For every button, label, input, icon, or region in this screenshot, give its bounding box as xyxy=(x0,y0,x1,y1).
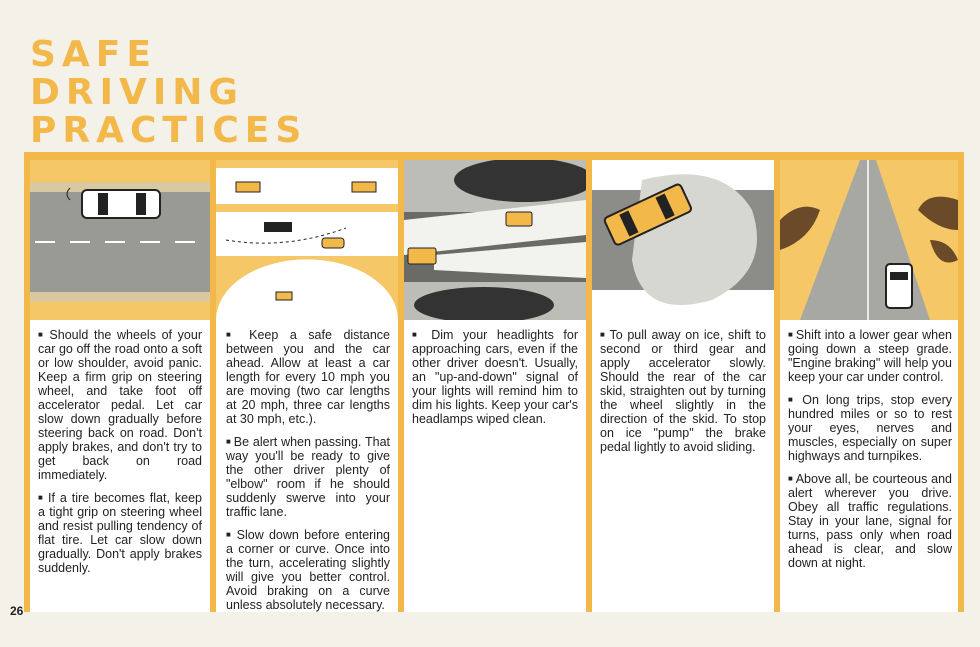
paragraph: ■ If a tire becomes flat, keep a tight grip on steering wheel and resist pulling tendency of flat tire. Let car slow down gradually. Don't apply brakes suddenly. xyxy=(38,491,202,575)
paragraph: ■ To pull away on ice, shift to second or third gear and apply accelerator slowly. Should the rear of the car skid, straighten out by turning the wheel slightly in the direction of the skid. To stop on ice "pump" the brake pedal lightly to avoid sliding. xyxy=(600,328,766,454)
paragraph: ■ Dim your headlights for approaching cars, even if the other driver doesn't. Usually, an "up-and-down" signal of your lights will remind him to dim his lights. Keep your car's headlamps wiped clean. xyxy=(412,328,578,426)
page-number: 26 xyxy=(10,604,24,618)
paragraph: ■ Above all, be courteous and alert wherever you drive. Obey all traffic regulations. Stay in your lane, signal for turns, pass only when road ahead is clear, and slow down at night. xyxy=(788,472,952,570)
column-2-text xyxy=(226,328,390,621)
column-5-text xyxy=(788,328,952,579)
paragraph: ■ Should the wheels of your car go off the road onto a soft or low shoulder, avoid panic. Keep a firm grip on steering wheel, and take foot off accelerator pedal. Let car slow down gradually before steering back on road. Don't apply brakes, and don't try to get back on road immediately. xyxy=(38,328,202,482)
steep-grade-illustration xyxy=(780,160,958,320)
paragraph: ■ Keep a safe distance between you and the car ahead. Allow at least a car length for every 10 mph you are moving (two car lengths at 20 mph, three car lengths at 30 mph, etc.). xyxy=(226,328,390,426)
column-1-text xyxy=(38,328,202,584)
paragraph: ■ Slow down before entering a corner or curve. Once into the turn, accelerating slightly will give you better control. Avoid braking on a curve unless absolutely necessary. xyxy=(226,528,390,612)
title-line-3: PRACTICES xyxy=(30,110,308,151)
page-title xyxy=(30,36,307,150)
paragraph: ■ Shift into a lower gear when going down a steep grade. "Engine braking" will help you keep your car under control. xyxy=(788,328,952,384)
divider-bar xyxy=(958,152,964,612)
paragraph: ■ On long trips, stop every hundred miles or so to rest your eyes, nerves and muscles, especially on super highways and turnpikes. xyxy=(788,393,952,463)
top-accent-strip xyxy=(24,152,964,160)
headlights-night-illustration xyxy=(404,160,586,320)
highway-passing-illustration xyxy=(216,160,398,320)
title-line-1: SAFE xyxy=(30,34,157,75)
car-off-road-illustration xyxy=(30,160,210,320)
paragraph: ■ Be alert when passing. That way you'll be ready to give the other driver plenty of "elbow" room if he should suddenly swerve into your traffic lane. xyxy=(226,435,390,519)
column-4-text xyxy=(600,328,766,463)
title-line-2: DRIVING xyxy=(30,72,244,113)
ice-skid-illustration xyxy=(592,160,774,320)
column-3-text xyxy=(412,328,578,435)
